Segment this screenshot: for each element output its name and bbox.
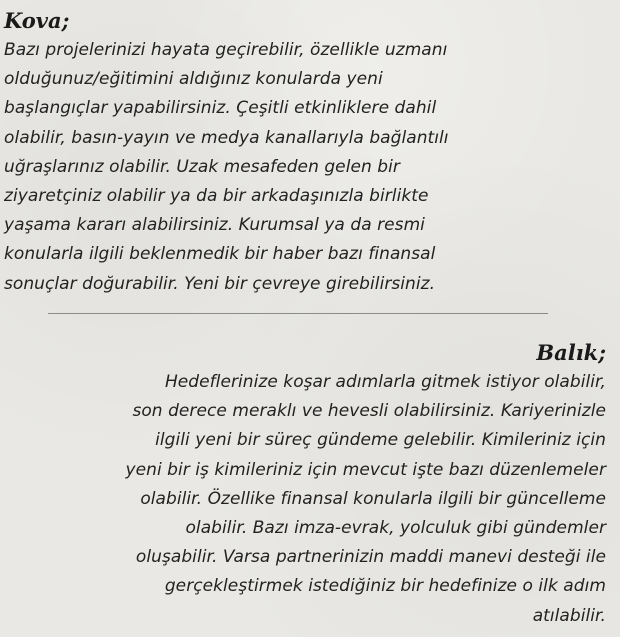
balik-line: olabilir. Özellike finansal konularla ilgili bir güncelleme [140, 488, 606, 509]
balik-paragraph [6, 368, 606, 631]
balik-section [6, 338, 606, 631]
balik-line: Hedeflerinize koşar adımlarla gitmek istiyor olabilir, [164, 372, 606, 392]
balik-line: yeni bir iş kimileriniz için mevcut işte bazı düzenlemeler [125, 459, 606, 480]
kova-paragraph [4, 36, 612, 299]
section-divider [48, 313, 548, 314]
kova-line: uğraşlarınız olabilir. Uzak mesafeden gelen bir [4, 156, 400, 177]
kova-line: Bazı projelerinizi hayata geçirebilir, özellikle uzmanı [4, 40, 448, 60]
kova-heading: Kova; [4, 8, 70, 33]
kova-line: yaşama kararı alabilirsiniz. Kurumsal ya da resmi [4, 215, 425, 236]
kova-line: konularla ilgili beklenmedik bir haber bazı finansal [4, 244, 436, 265]
kova-line: sonuçlar doğurabilir. Yeni bir çevreye girebilirsiniz. [4, 273, 436, 294]
kova-section [4, 6, 612, 299]
balik-line: ilgili yeni bir süreç gündeme gelebilir. Kimileriniz için [155, 430, 606, 451]
balik-heading: Balık; [536, 340, 606, 365]
balik-line: atılabilir. [532, 605, 606, 626]
kova-line: olabilir, basın-yayın ve medya kanallarıyla bağlantılı [4, 127, 449, 148]
kova-line: olduğunuz/eğitimini aldığınız konularda yeni [4, 69, 383, 90]
kova-line: ziyaretçiniz olabilir ya da bir arkadaşınızla birlikte [4, 186, 429, 207]
balik-line: gerçekleştirmek istediğiniz bir hedefinize o ilk adım [164, 576, 606, 597]
balik-line: son derece meraklı ve hevesli olabilirsiniz. Kariyerinizle [132, 401, 606, 422]
kova-line: başlangıçlar yapabilirsiniz. Çeşitli etkinliklere dahil [4, 98, 437, 119]
balik-line: olabilir. Bazı imza-evrak, yolculuk gibi gündemler [185, 518, 606, 539]
balik-line: oluşabilir. Varsa partnerinizin maddi manevi desteği ile [135, 547, 606, 568]
